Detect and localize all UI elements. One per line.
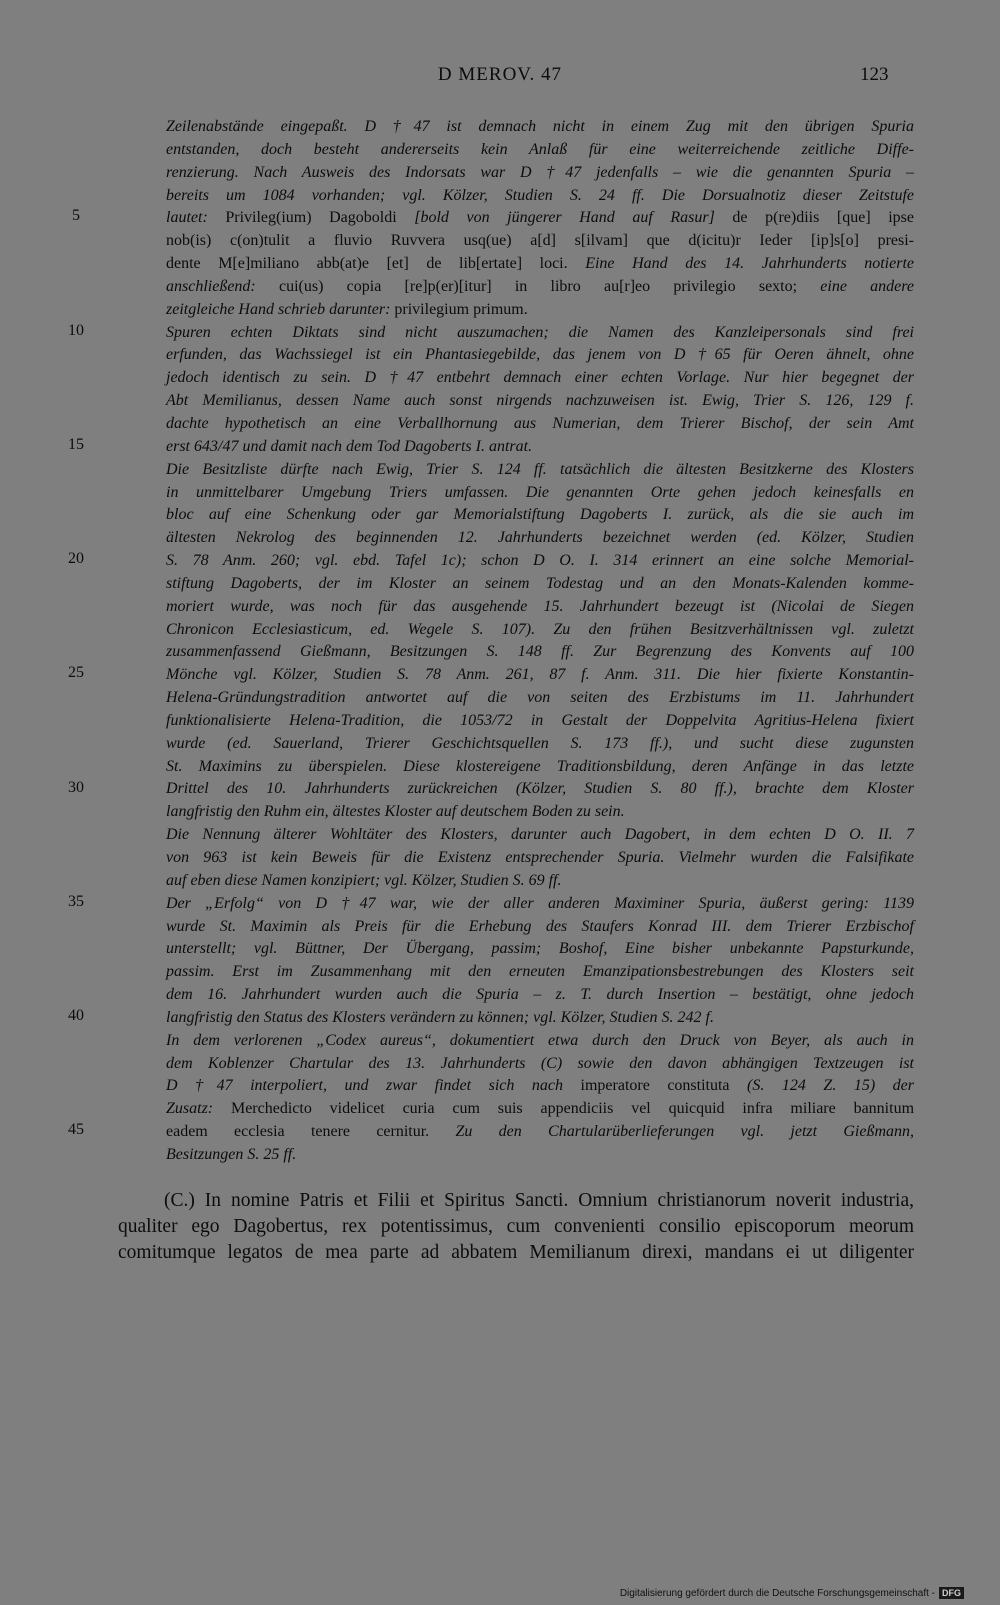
- commentary-text: Spuren echten Diktats sind nicht auszumachen; die Namen des Kanzleipersonals sind frei: [166, 323, 914, 341]
- commentary-text: [bold von jüngerer Hand auf Rasur]: [414, 209, 715, 227]
- commentary-text: von 963 ist kein Beweis für die Existenz entsprechender Spuria. Vielmehr wurden die Falsifikate: [166, 849, 914, 866]
- commentary-text: dem Koblenzer Chartular des 13. Jahrhunderts (C) sowie den davon abhängigen Textzeugen ist: [166, 1054, 914, 1072]
- commentary-text: lautet:: [166, 209, 226, 227]
- commentary-text: stiftung Dagoberts, der im Kloster an seinem Todestag und an den Monats-Kalenden komme-: [166, 574, 914, 592]
- commentary-line: [166, 139, 914, 162]
- commentary-line: [166, 413, 914, 436]
- commentary-line: [166, 710, 914, 733]
- commentary-line: [166, 1075, 914, 1098]
- commentary-text: auf eben diese Namen konzipiert; vgl. Kölzer, Studien S. 69 ff.: [166, 871, 562, 889]
- commentary-line: [166, 253, 914, 276]
- commentary-text: Drittel des 10. Jahrhunderts zurückreichen (Kölzer, Studien S. 80 ff.), brachte dem Kloster: [166, 780, 914, 798]
- line-number: 30: [68, 778, 84, 796]
- commentary-line: [166, 436, 914, 459]
- commentary-line: [166, 1144, 914, 1167]
- commentary-line: [166, 344, 914, 367]
- quoted-source-text: imperatore constituta: [580, 1077, 730, 1095]
- commentary-line: [166, 756, 914, 779]
- commentary-line: [166, 230, 914, 253]
- line-number: 35: [68, 892, 84, 910]
- commentary-text: entstanden, doch besteht andererseits kein Anlaß für eine weiterreichende zeitliche Diffe-: [166, 140, 914, 158]
- commentary-text: unterstellt; vgl. Büttner, Der Übergang, passim; Boshof, Eine bisher unbekannte Papsturkunde,: [166, 940, 914, 958]
- commentary-line: [166, 299, 914, 322]
- quoted-source-text: privilegium primum.: [394, 300, 528, 318]
- commentary-line: [166, 116, 914, 139]
- commentary-line: [166, 847, 914, 870]
- charter-text: [118, 1188, 914, 1266]
- quoted-source-text: dente M[e]miliano abb(at)e [et] de lib[ertate] loci.: [166, 255, 586, 273]
- page-number: 123: [860, 64, 889, 85]
- quoted-source-text: cui(us) copia [re]p(er)[itur] in libro au[r]eo privilegio sexto;: [279, 277, 821, 295]
- commentary-line: [166, 527, 914, 550]
- commentary-line: [166, 367, 914, 390]
- commentary-text: Besitzungen S. 25 ff.: [166, 1145, 297, 1163]
- commentary-text: ältesten Nekrolog des beginnenden 12. Jahrhunderts bezeichnet werden (ed. Kölzer, Studien: [166, 529, 914, 547]
- quoted-source-text: nob(is) c(on)tulit a fluvio Ruvvera usq(ue) a[d] s[ilvam] que d(icitu)r Ieder [ip]s[o] presi-: [166, 232, 914, 250]
- commentary-text: Der „Erfolg“ von D †47 war, wie der aller anderen Maximiner Spuria, äußerst gering: 1139: [166, 894, 914, 912]
- commentary-text: passim. Erst im Zusammenhang mit den erneuten Emanzipationsbestrebungen des Klosters seit: [166, 963, 914, 981]
- commentary-line: [166, 1007, 914, 1030]
- commentary-line: [166, 893, 914, 916]
- commentary-text: D †47 interpoliert, und zwar findet sich nach: [166, 1077, 581, 1095]
- commentary-line: [166, 687, 914, 710]
- commentary-line: [166, 322, 914, 345]
- commentary-line: [166, 1030, 914, 1053]
- commentary-text: zeitgleiche Hand schrieb darunter:: [166, 300, 395, 318]
- commentary-line: [166, 185, 914, 208]
- commentary-apparatus: [166, 116, 914, 1167]
- commentary-line: [166, 276, 914, 299]
- commentary-text: renzierung. Nach Ausweis des Indorsats war D †47 jedenfalls – wie die genannten Spuria –: [166, 163, 914, 181]
- running-head: [0, 64, 1000, 94]
- commentary-text: Zu den Chartularüberlieferungen vgl. jetzt Gießmann,: [455, 1123, 915, 1141]
- charter-line: (C.) In nomine Patris et Filii et Spiritus Sancti. Omnium christianorum noverit industria,: [164, 1190, 914, 1211]
- commentary-text: Zusatz:: [166, 1100, 231, 1118]
- commentary-text: Mönche vgl. Kölzer, Studien S. 78 Anm. 261, 87 f. Anm. 311. Die hier fixierte Konstantin-: [166, 666, 914, 684]
- commentary-line: [166, 596, 914, 619]
- commentary-text: jedoch identisch zu sein. D †47 entbehrt demnach einer echten Vorlage. Nur hier begegnet der: [166, 369, 914, 387]
- commentary-text: wurde St. Maximin als Preis für die Erhebung des Staufers Konrad III. dem Trierer Erzbischof: [166, 917, 914, 935]
- funding-credit: Digitalisierung gefördert durch die Deutsche Forschungsgemeinschaft -: [619, 1587, 935, 1599]
- line-number: 45: [68, 1121, 84, 1139]
- commentary-line: [166, 961, 914, 984]
- commentary-text: moriert wurde, was noch für das ausgehende 15. Jahrhundert bezeugt ist (Nicolai de Siegen: [166, 597, 914, 615]
- footer: [620, 1587, 964, 1599]
- commentary-line: [166, 801, 914, 824]
- quoted-source-text: eadem ecclesia tenere cernitur.: [166, 1123, 456, 1141]
- commentary-line: [166, 459, 914, 482]
- commentary-line: [166, 482, 914, 505]
- quoted-source-text: de p(re)diis [que] ipse: [714, 209, 914, 227]
- commentary-line: [166, 824, 914, 847]
- commentary-text: S. 78 Anm. 260; vgl. ebd. Tafel 1c); schon D O. I. 314 erinnert an eine solche Memorial-: [166, 552, 914, 570]
- commentary-line: [166, 916, 914, 939]
- commentary-line: [166, 504, 914, 527]
- commentary-line: [166, 619, 914, 642]
- line-number: 10: [68, 321, 84, 339]
- dfg-logo: DFG: [939, 1587, 964, 1599]
- commentary-text: Zeilenabstände eingepaßt. D †47 ist demnach nicht in einem Zug mit den übrigen Spuria: [166, 118, 914, 135]
- charter-line: comitumque legatos de mea parte ad abbatem Memilianum direxi, mandans ei ut diligenter: [118, 1242, 914, 1263]
- commentary-text: Abt Memilianus, dessen Name auch sonst nirgends nachzuweisen ist. Ewig, Trier S. 126, 129 f.: [166, 392, 914, 410]
- quoted-source-text: Privileg(ium) Dagoboldi: [225, 209, 415, 227]
- commentary-text: funktionalisierte Helena-Tradition, die 1053/72 in Gestalt der Doppelvita Agritius-Helena fixiert: [166, 711, 914, 729]
- commentary-line: [166, 1121, 914, 1144]
- commentary-line: [166, 938, 914, 961]
- quoted-source-text: Merchedicto videlicet curia cum suis appendiciis vel quicquid infra miliare bannitum: [230, 1100, 915, 1118]
- commentary-text: (S. 124 Z. 15) der: [729, 1077, 915, 1095]
- commentary-line: [166, 1098, 914, 1121]
- commentary-line: [166, 641, 914, 664]
- commentary-text: bereits um 1084 vorhanden; vgl. Kölzer, Studien S. 24 ff. Die Dorsualnotiz dieser Zeitstufe: [166, 186, 914, 204]
- line-number: 5: [72, 207, 80, 225]
- commentary-line: [166, 984, 914, 1007]
- commentary-text: In dem verlorenen „Codex aureus“, dokumentiert etwa durch den Druck von Beyer, als auch in: [166, 1031, 914, 1049]
- commentary-text: dem 16. Jahrhundert wurden auch die Spuria – z. T. durch Insertion – bestätigt, ohne jedoch: [166, 986, 914, 1004]
- commentary-text: St. Maximins zu überspielen. Diese klostereigene Traditionsbildung, deren Anfänge in das letzte: [166, 757, 914, 775]
- commentary-line: [166, 207, 914, 230]
- commentary-text: in unmittelbarer Umgebung Triers umfassen. Die genannten Orte gehen jedoch keinesfalls en: [166, 483, 914, 501]
- commentary-text: erst 643/47 und damit nach dem Tod Dagoberts I. antrat.: [166, 437, 533, 455]
- running-title: D MEROV. 47: [437, 64, 563, 85]
- line-number: 40: [68, 1007, 84, 1025]
- commentary-line: [166, 390, 914, 413]
- commentary-text: langfristig den Status des Klosters verändern zu können; vgl. Kölzer, Studien S. 242 f.: [166, 1008, 714, 1026]
- commentary-text: zusammenfassend Gießmann, Besitzungen S. 148 ff. Zur Begrenzung des Konvents auf 100: [166, 643, 914, 661]
- charter-line: qualiter ego Dagobertus, rex potentissimus, cum convenienti consilio episcoporum meorum: [118, 1216, 914, 1237]
- commentary-text: erfunden, das Wachssiegel ist ein Phantasiegebilde, das jenem von D †65 für Oeren ähnelt, ohne: [166, 346, 914, 364]
- line-number: 25: [68, 664, 84, 682]
- commentary-text: Eine Hand des 14. Jahrhunderts notierte: [585, 255, 914, 273]
- commentary-text: Die Nennung älterer Wohltäter des Klosters, darunter auch Dagobert, in dem echten D O. II. 7: [166, 826, 914, 844]
- line-number: 15: [68, 435, 84, 453]
- commentary-text: Die Besitzliste dürfte nach Ewig, Trier S. 124 ff. tatsächlich die ältesten Besitzkerne des Klosters: [166, 460, 914, 478]
- commentary-text: dachte hypothetisch an eine Verballhornung aus Numerian, dem Trierer Bischof, der sein Amt: [166, 414, 914, 432]
- commentary-text: langfristig den Ruhm ein, ältestes Kloster auf deutschem Boden zu sein.: [166, 803, 625, 821]
- line-number: 20: [68, 550, 84, 568]
- commentary-line: [166, 870, 914, 893]
- commentary-line: [166, 162, 914, 185]
- commentary-text: bloc auf eine Schenkung oder gar Memorialstiftung Dagoberts I. zurück, als die sie auch im: [166, 506, 914, 524]
- commentary-text: anschließend:: [166, 277, 279, 295]
- commentary-text: eine andere: [820, 277, 915, 295]
- commentary-line: [166, 733, 914, 756]
- commentary-line: [166, 664, 914, 687]
- commentary-line: [166, 573, 914, 596]
- commentary-line: [166, 1053, 914, 1076]
- commentary-text: Helena-Gründungstradition antwortet auf die von seiten des Erzbistums im 11. Jahrhundert: [166, 689, 914, 707]
- commentary-line: [166, 550, 914, 573]
- commentary-text: Chronicon Ecclesiasticum, ed. Wegele S. 107). Zu den frühen Besitzverhältnissen vgl. zuletzt: [166, 620, 914, 638]
- commentary-text: wurde (ed. Sauerland, Trierer Geschichtsquellen S. 173 ff.), und sucht diese zugunsten: [166, 734, 914, 752]
- commentary-line: [166, 778, 914, 801]
